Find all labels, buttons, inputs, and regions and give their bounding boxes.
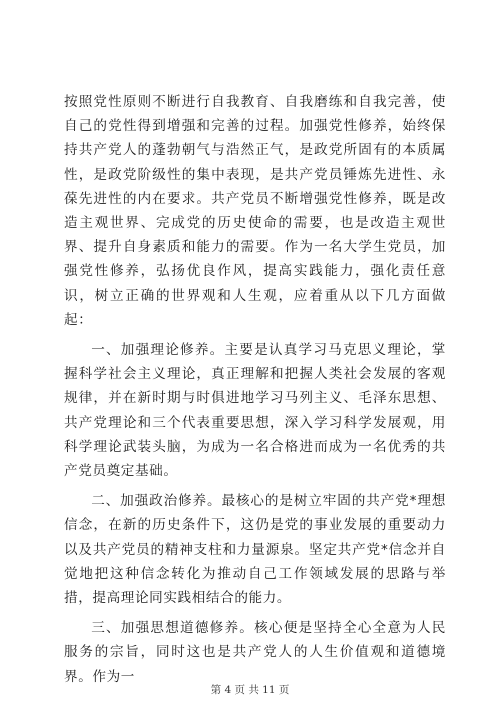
page-footer: 第 4 页 共 11 页 — [210, 684, 290, 696]
paragraph-politics: 二、加强政治修养。最核心的是树立牢固的共产党*理想信念，在新的历史条件下，这仍是党的事业发展的重要动力以及共产党员的精神支柱和力量源泉。坚定共产党*信念并自觉地把这种信念转化为推动自己工作领域发展的思路与举措，提高理论同实践相结合的能力。 — [64, 493, 446, 607]
paragraph-morality: 三、加强思想道德修养。核心便是坚持全心全意为人民服务的宗旨，同时这也是共产党人的人生价值观和道德境界。作为一 — [64, 620, 446, 685]
paragraph-theory: 一、加强理论修养。主要是认真学习马克思义理论，掌握科学社会主义理论，真正理解和把握人类社会发展的客观规律，并在新时期与时俱进地学习马列主义、毛泽东思想、共产党理论和三个代表重要思想，深入学习科学发展观，用科学理论武装头脑，为成为一名合格进而成为一名优秀的共产党员奠定基础。 — [64, 342, 446, 480]
paragraph-intro: 按照党性原则不断进行自我教育、自我磨练和自我完善，使自己的党性得到增强和完善的过程。加强党性修养，始终保持共产党人的蓬勃朝气与浩然正气，是政党所固有的本质属性，是政党阶级性的集中表现，是共产党员锤炼先进性、永葆先进性的内在要求。共产党员不断增强党性修养，既是改造主观世界、完成党的历史使命的需要，也是改造主观世界、提升自身素质和能力的需要。作为一名大学生党员，加强党性修养，弘扬优良作风，提高实践能力，强化责任意识，树立正确的世界观和人生观，应着重从以下几方面做起： — [64, 94, 446, 328]
document-body — [64, 90, 446, 695]
